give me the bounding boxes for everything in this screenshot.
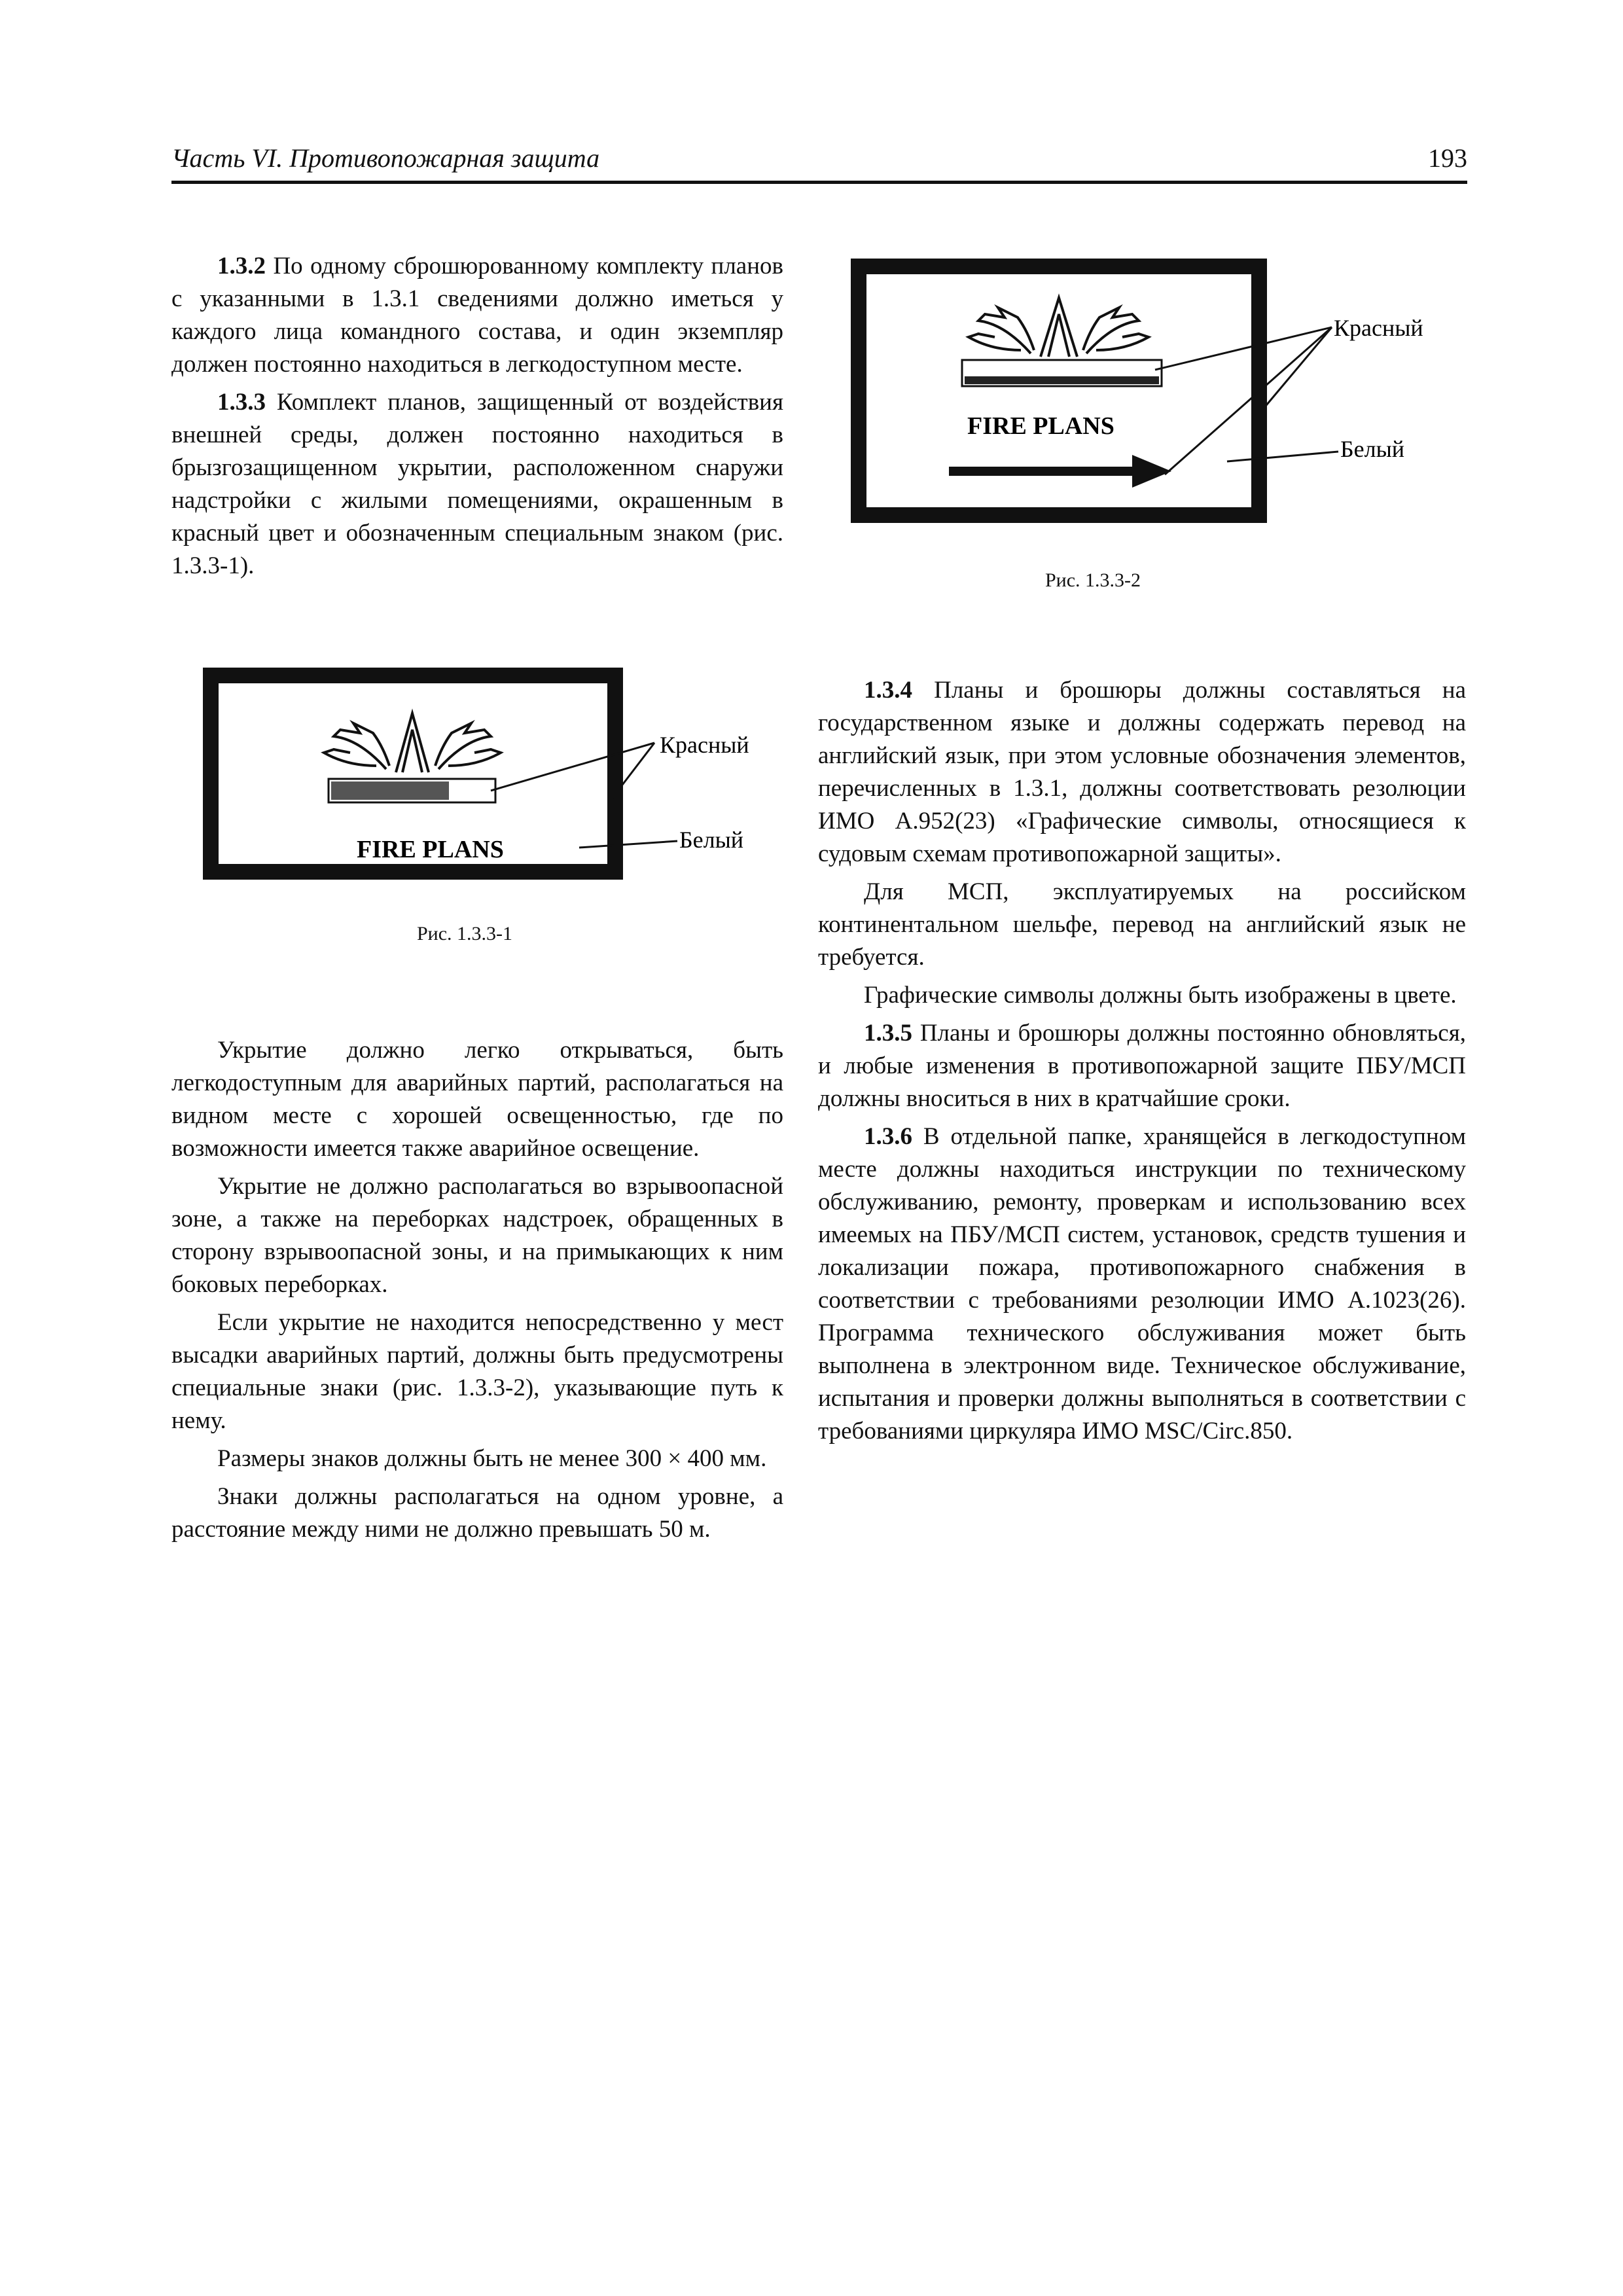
paragraph-text: По одному сброшюрованному комплекту планов с указанными в 1.3.1 сведениями должно иметься у каждого лица командного состава, и один экземпляр должен постоянно находиться в легкодоступном месте.	[171, 253, 783, 378]
paragraph	[818, 876, 1466, 974]
sign-text: FIRE PLANS	[357, 836, 504, 863]
paragraph	[818, 674, 1466, 870]
paragraph-text: Для МСП, эксплуатируемых на российском континентальном шельфе, перевод на английский язык не требуется.	[818, 878, 1466, 971]
paragraph	[818, 1121, 1466, 1448]
paragraph: Укрытие должно легко открываться, быть легкодоступным для аварийных партий, располагаться на видном месте с хорошей освещенностью, где по возможности имеется также аварийное освещение.	[171, 1037, 783, 1162]
clause-number: 1.3.3	[217, 389, 266, 416]
paragraph: Знаки должны располагаться на одном уровне, а расстояние между ними не должно превышать 50 м.	[171, 1483, 783, 1543]
page-header	[171, 140, 1467, 184]
paragraph-text: В отдельной папке, хранящейся в легкодоступном месте должны находиться инструкции по техническому обслуживанию, ремонту, проверкам и использованию всех имеемых на ПБУ/МСП систем, установок, средств тушения и локализации пожара, противопожарного снабжения в соответствии с требованиями резолюции ИМО А.1023(26). Программа технического обслуживания может быть выполнена в электронном виде. Техническое обслуживание, испытания и проверки должны выполняться в соответствии с требованиями циркуляра ИМО MSC/Circ.850.	[818, 1123, 1466, 1444]
label-white: Белый	[1340, 436, 1405, 462]
clause-number: 1.3.6	[864, 1123, 912, 1150]
paragraph: Если укрытие не находится непосредственно у мест высадки аварийных партий, должны быть предусмотрены специальные знаки (рис. 1.3.3-2), указывающие путь к нему.	[171, 1309, 783, 1434]
clause-number: 1.3.5	[864, 1020, 912, 1047]
running-title: Часть VI. Противопожарная защита	[171, 143, 600, 173]
paragraph: Укрытие не должно располагаться во взрывоопасной зоне, а также на переборках надстроек, обращенных в сторону взрывоопасной зоны, и на примыкающих к ним боковых переборках.	[171, 1173, 783, 1298]
right-column	[818, 674, 1466, 1453]
clause-number: 1.3.4	[864, 677, 912, 704]
paragraph	[171, 386, 783, 583]
page-number: 193	[1428, 143, 1467, 173]
leader-line	[1263, 327, 1332, 409]
figure-1-3-3-1	[203, 668, 792, 890]
left-column-bottom	[171, 1034, 783, 1551]
label-red: Красный	[1334, 315, 1423, 341]
figure-1-3-3-2	[851, 259, 1466, 540]
paragraph-text: Графические символы должны быть изображены в цвете.	[864, 982, 1457, 1009]
paragraph-text: Комплект планов, защищенный от воздействия внешней среды, должен постоянно находиться в брызгозащищенном укрытии, расположенном снаружи надстройки с жилыми помещениями, окрашенным в красный цвет и обозначенным специальным знаком (рис. 1.3.3-1).	[171, 389, 783, 579]
paragraph	[818, 979, 1466, 1012]
figure-caption: Рис. 1.3.3-2	[1044, 569, 1141, 591]
sign-frame	[859, 266, 1259, 515]
sign-text: FIRE PLANS	[967, 412, 1115, 440]
paragraph-text: Планы и брошюры должны составляться на государственном языке и должны содержать перевод на английский язык, при этом условные обозначения элементов, перечисленных в 1.3.1, должны соответствовать резолюции ИМО А.952(23) «Графические символы, относящиеся к судовым схемам противопожарной защиты».	[818, 677, 1466, 867]
paragraph-text: Планы и брошюры должны постоянно обновляться, и любые изменения в противопожарной защите ПБУ/МСП должны вноситься в них в кратчайшие сроки.	[818, 1020, 1466, 1112]
red-stripe-fill	[331, 781, 449, 800]
paragraph	[818, 1017, 1466, 1115]
clause-number: 1.3.2	[217, 253, 266, 279]
paragraph: Размеры знаков должны быть не менее 300 × 400 мм.	[217, 1445, 767, 1472]
left-column-top	[171, 250, 783, 588]
paragraph	[171, 250, 783, 381]
figure-caption: Рис. 1.3.3-1	[416, 923, 513, 944]
arrow-shaft	[949, 467, 1139, 476]
red-stripe-fill	[965, 376, 1159, 384]
label-red: Красный	[660, 732, 749, 758]
label-white: Белый	[679, 827, 744, 853]
